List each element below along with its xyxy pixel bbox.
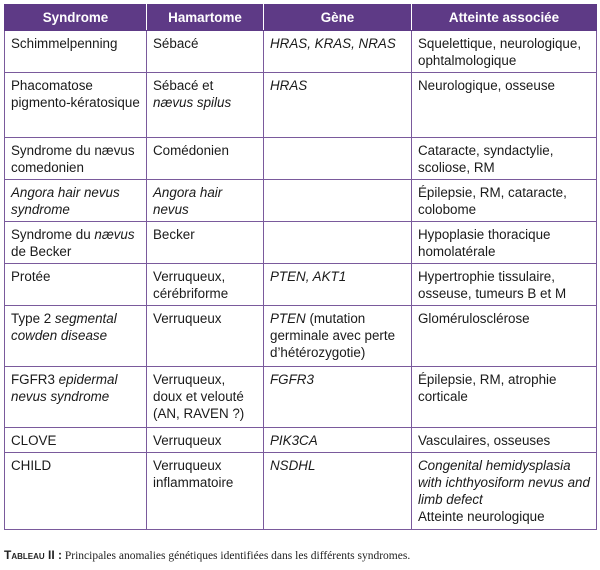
- cell-syndrome: [5, 73, 147, 138]
- table-row: [5, 73, 597, 138]
- cell-syndrome-text: Type 2: [11, 311, 55, 326]
- cell-hamartome-text: Becker: [153, 227, 195, 242]
- cell-atteinte-text: Squelettique, neurologique, ophtalmologique: [418, 36, 582, 68]
- cell-gene: [264, 428, 412, 453]
- cell-atteinte-text: Cataracte, syndactylie, scoliose, RM: [418, 143, 554, 175]
- cell-atteinte: [412, 31, 597, 73]
- cell-gene-text: HRAS, KRAS, NRAS: [270, 36, 396, 51]
- cell-hamartome-text: Verruqueux: [153, 311, 222, 326]
- header-hamartome: Hamartome: [147, 5, 264, 31]
- cell-syndrome-text: Protée: [11, 269, 51, 284]
- table-row: [5, 180, 597, 222]
- header-syndrome: Syndrome: [5, 5, 147, 31]
- cell-hamartome: [147, 180, 264, 222]
- cell-syndrome: [5, 222, 147, 264]
- header-atteinte: Atteinte associée: [412, 5, 597, 31]
- table-caption: [4, 548, 410, 562]
- cell-gene-text: (mutation germinale avec perte d’hétérozygotie): [270, 311, 396, 360]
- cell-atteinte: [412, 222, 597, 264]
- cell-atteinte-text: Épilepsie, RM, cataracte, colobome: [418, 185, 567, 217]
- caption-label: Tableau II :: [4, 548, 62, 562]
- cell-gene-text: PTEN, AKT1: [270, 269, 347, 284]
- cell-gene: [264, 180, 412, 222]
- cell-syndrome-text: Schimmelpenning: [11, 36, 118, 51]
- table-row: [5, 428, 597, 453]
- cell-gene: [264, 453, 412, 530]
- cell-hamartome-text: Verruqueux, doux et velouté (AN, RAVEN ?): [153, 372, 245, 421]
- cell-syndrome: [5, 264, 147, 306]
- table-row: [5, 306, 597, 367]
- cell-hamartome: [147, 306, 264, 367]
- cell-gene-text: FGFR3: [270, 372, 314, 387]
- cell-hamartome-text: Sébacé et: [153, 78, 214, 93]
- cell-syndrome-text: segmental cowden disease: [11, 311, 117, 343]
- cell-syndrome-text: nævus: [94, 227, 135, 242]
- cell-gene: [264, 73, 412, 138]
- cell-hamartome: [147, 222, 264, 264]
- cell-syndrome-text: CLOVE: [11, 433, 57, 448]
- cell-syndrome-text: FGFR3: [11, 372, 59, 387]
- cell-atteinte: [412, 428, 597, 453]
- syndromes-table: [4, 4, 597, 530]
- cell-hamartome-text: Comédonien: [153, 143, 229, 158]
- cell-atteinte-text: Congenital hemidysplasia with ichthyosiform nevus and limb defect: [418, 458, 590, 507]
- table-row: [5, 453, 597, 530]
- cell-atteinte-text: Atteinte neurologique: [418, 509, 545, 524]
- cell-syndrome: [5, 180, 147, 222]
- cell-gene-text: NSDHL: [270, 458, 316, 473]
- cell-syndrome-text: Phacomatose pigmento-kératosique: [11, 78, 140, 110]
- cell-atteinte-text: Vasculaires, osseuses: [418, 433, 551, 448]
- cell-atteinte-text: Hypertrophie tissulaire, osseuse, tumeurs B et M: [418, 269, 567, 301]
- cell-atteinte-text: Épilepsie, RM, atrophie corticale: [418, 372, 557, 404]
- cell-syndrome: [5, 453, 147, 530]
- cell-syndrome-text: Angora hair nevus syndrome: [11, 185, 120, 217]
- cell-hamartome-text: Verruqueux, cérébriforme: [153, 269, 229, 301]
- cell-gene: [264, 367, 412, 428]
- cell-hamartome-text: Verruqueux inflammatoire: [153, 458, 234, 490]
- cell-syndrome: [5, 367, 147, 428]
- cell-hamartome: [147, 73, 264, 138]
- cell-hamartome-text: Angora hair nevus: [153, 185, 223, 217]
- cell-gene-text: HRAS: [270, 78, 308, 93]
- cell-gene: [264, 138, 412, 180]
- cell-syndrome-text: Syndrome du nævus comedonien: [11, 143, 135, 175]
- table-row: [5, 264, 597, 306]
- cell-gene: [264, 31, 412, 73]
- cell-gene: [264, 222, 412, 264]
- cell-gene: [264, 264, 412, 306]
- table-row: [5, 31, 597, 73]
- cell-syndrome: [5, 138, 147, 180]
- table-row: [5, 367, 597, 428]
- cell-atteinte: [412, 264, 597, 306]
- cell-hamartome-text: nævus spilus: [153, 95, 232, 110]
- cell-atteinte: [412, 367, 597, 428]
- cell-syndrome-text: CHILD: [11, 458, 52, 473]
- cell-gene-text: PIK3CA: [270, 433, 318, 448]
- header-gene: Gène: [264, 5, 412, 31]
- table-row: [5, 222, 597, 264]
- cell-atteinte-text: Glomérulosclérose: [418, 311, 530, 326]
- cell-hamartome-text: Sébacé: [153, 36, 199, 51]
- cell-atteinte-text: Hypoplasie thoracique homolatérale: [418, 227, 551, 259]
- cell-syndrome-text: Syndrome du: [11, 227, 95, 242]
- cell-syndrome: [5, 306, 147, 367]
- cell-syndrome: [5, 428, 147, 453]
- cell-hamartome: [147, 264, 264, 306]
- cell-syndrome-text: epidermal nevus syndrome: [11, 372, 118, 404]
- cell-atteinte: [412, 73, 597, 138]
- cell-hamartome-text: Verruqueux: [153, 433, 222, 448]
- header-row: [5, 5, 597, 31]
- cell-hamartome: [147, 367, 264, 428]
- cell-atteinte-text: Neurologique, osseuse: [418, 78, 555, 93]
- cell-hamartome: [147, 31, 264, 73]
- cell-syndrome-text: de Becker: [11, 244, 72, 259]
- cell-atteinte: [412, 180, 597, 222]
- table-row: [5, 138, 597, 180]
- caption-text: Principales anomalies génétiques identifiées dans les différents syndromes.: [62, 550, 411, 562]
- cell-gene: [264, 306, 412, 367]
- cell-hamartome: [147, 428, 264, 453]
- cell-syndrome: [5, 31, 147, 73]
- cell-hamartome: [147, 138, 264, 180]
- cell-atteinte: [412, 453, 597, 530]
- cell-hamartome: [147, 453, 264, 530]
- cell-gene-text: PTEN: [270, 311, 306, 326]
- cell-atteinte: [412, 306, 597, 367]
- cell-atteinte: [412, 138, 597, 180]
